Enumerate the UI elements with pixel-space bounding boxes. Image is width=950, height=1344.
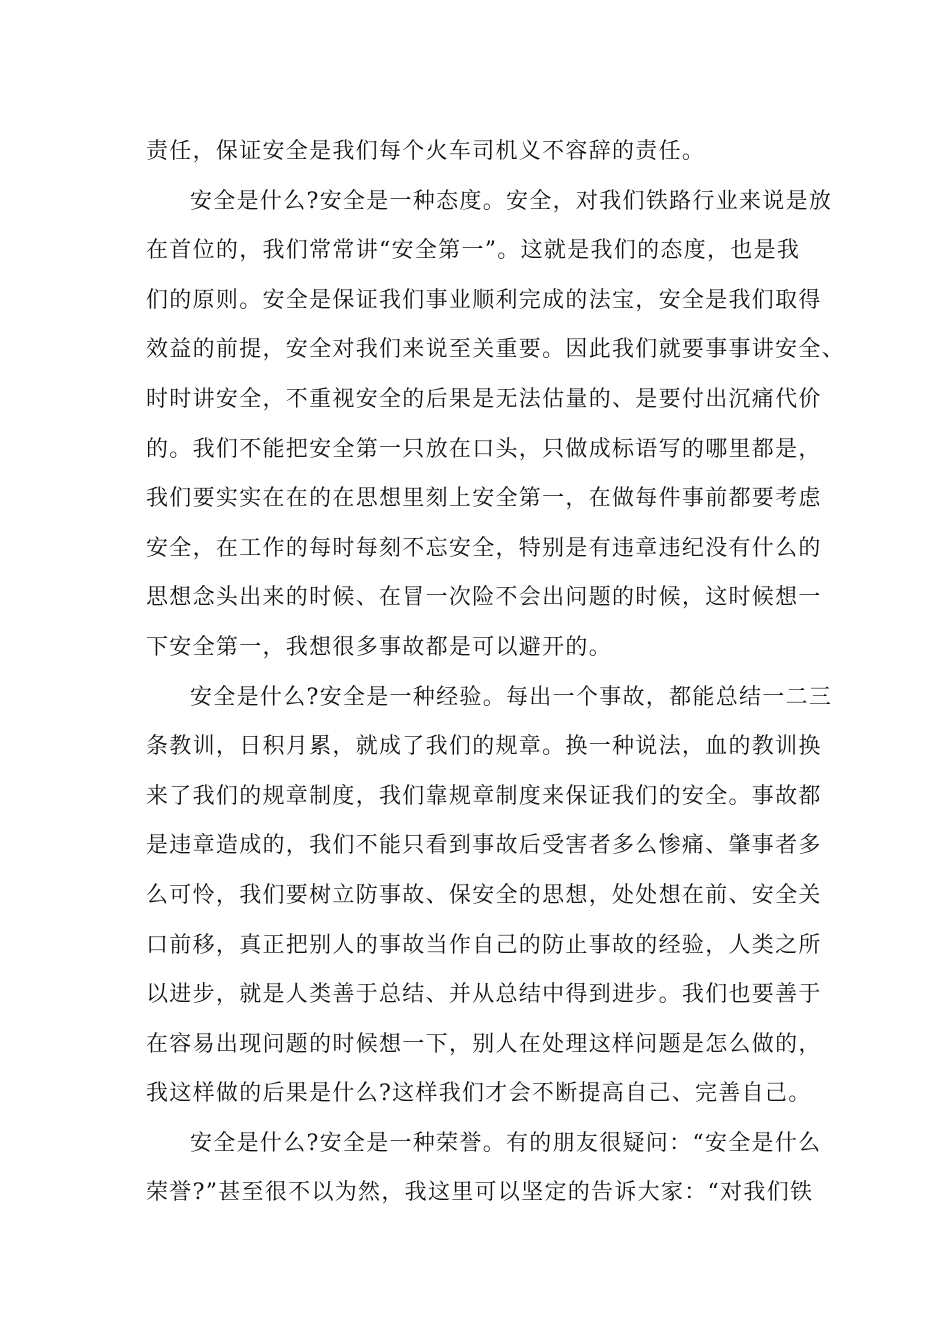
text-line: 在容易出现问题的时候想一下，别人在处理这样问题是怎么做的， xyxy=(146,1031,822,1057)
text-line: 的。我们不能把安全第一只放在口头，只做成标语写的哪里都是， xyxy=(146,436,822,462)
text-line: 以进步，就是人类善于总结、并从总结中得到进步。我们也要善于 xyxy=(146,982,822,1008)
text-line: 时时讲安全，不重视安全的后果是无法估量的、是要付出沉痛代价 xyxy=(146,386,822,412)
text-line: 效益的前提，安全对我们来说至关重要。因此我们就要事事讲安全、 xyxy=(146,337,846,363)
paragraph-start-line: 安全是什么?安全是一种荣誉。有的朋友很疑问：“安全是什么 xyxy=(190,1130,822,1156)
text-line: 条教训，日积月累，就成了我们的规章。换一种说法，血的教训换 xyxy=(146,734,822,760)
text-line: 么可怜，我们要树立防事故、保安全的思想，处处想在前、安全关 xyxy=(146,882,822,908)
text-line: 我这样做的后果是什么?这样我们才会不断提高自己、完善自己。 xyxy=(146,1081,812,1107)
paragraph-start-line: 安全是什么?安全是一种态度。安全，对我们铁路行业来说是放 xyxy=(190,188,833,214)
text-line: 荣誉?”甚至很不以为然，我这里可以坚定的告诉大家：“对我们铁 xyxy=(146,1180,814,1206)
text-line: 口前移，真正把别人的事故当作自己的防止事故的经验，人类之所 xyxy=(146,932,822,958)
text-line: 是违章造成的，我们不能只看到事故后受害者多么惨痛、肇事者多 xyxy=(146,833,822,859)
text-line: 安全，在工作的每时每刻不忘安全，特别是有违章违纪没有什么的 xyxy=(146,535,822,561)
text-line: 我们要实实在在的在思想里刻上安全第一，在做每件事前都要考虑 xyxy=(146,486,822,512)
body-text xyxy=(146,127,846,1218)
text-line: 在首位的，我们常常讲“安全第一”。这就是我们的态度，也是我 xyxy=(146,238,801,264)
text-line: 责任，保证安全是我们每个火车司机义不容辞的责任。 xyxy=(146,139,706,164)
text-line: 们的原则。安全是保证我们事业顺利完成的法宝，安全是我们取得 xyxy=(146,287,822,313)
text-line: 来了我们的规章制度，我们靠规章制度来保证我们的安全。事故都 xyxy=(146,783,822,809)
paragraph-start-line: 安全是什么?安全是一种经验。每出一个事故，都能总结一二三 xyxy=(190,684,833,710)
text-line: 思想念头出来的时候、在冒一次险不会出问题的时候，这时候想一 xyxy=(146,585,822,611)
text-line: 下安全第一，我想很多事故都是可以避开的。 xyxy=(146,634,613,660)
